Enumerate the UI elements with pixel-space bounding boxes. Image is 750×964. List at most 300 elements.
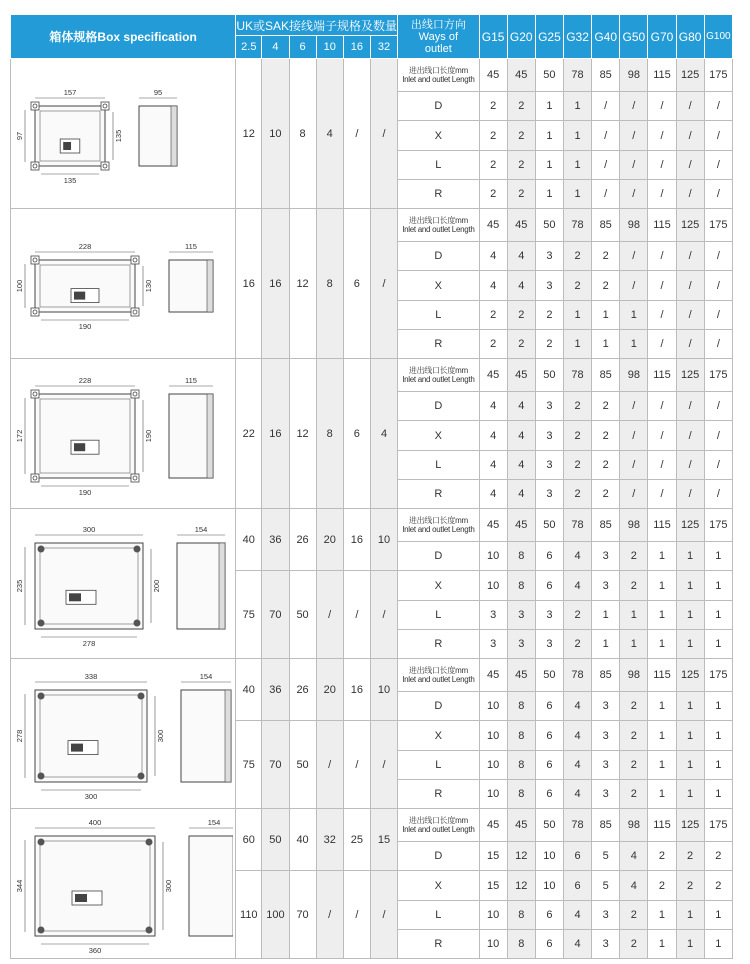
gland-count: 85: [592, 359, 620, 392]
gland-count: 2: [592, 271, 620, 300]
gland-count: /: [704, 150, 732, 179]
gland-count: 15: [479, 871, 507, 901]
gland-count: 3: [592, 780, 620, 809]
ways-en2: outlet: [424, 42, 452, 55]
inlet-en: Inlet and outlet Length: [402, 525, 475, 534]
terminal-count: /: [316, 871, 343, 959]
gland-count: 98: [620, 659, 648, 692]
gland-count: 2: [507, 92, 535, 121]
terminal-count: 4: [316, 59, 343, 209]
gland-count: /: [620, 179, 648, 208]
gland-count: 1: [648, 721, 676, 751]
gland-count: 2: [592, 479, 620, 508]
gland-count: 1: [676, 930, 704, 959]
gland-count: /: [648, 392, 676, 421]
dim-height: 344: [15, 879, 24, 893]
gland-count: /: [676, 121, 704, 150]
terminal-count: 75: [236, 721, 262, 809]
gland-count: 175: [704, 359, 732, 392]
outlet-way: X: [398, 721, 479, 751]
dim-height-2: 300: [164, 879, 173, 893]
gland-count: /: [648, 271, 676, 300]
gland-count: 98: [620, 59, 648, 92]
gland-count: 2: [479, 121, 507, 150]
gland-count: /: [620, 392, 648, 421]
gland-count: 10: [535, 871, 563, 901]
gland-count: 6: [535, 571, 563, 601]
gland-count: /: [620, 92, 648, 121]
terminal-count: 22: [236, 359, 262, 509]
gland-count: 78: [563, 509, 591, 542]
terminal-count: 16: [262, 359, 289, 509]
gland-count: 50: [535, 59, 563, 92]
gland-count: /: [676, 179, 704, 208]
inlet-cn: 进出线口长度mm: [408, 816, 468, 825]
gland-count: 1: [620, 630, 648, 659]
terminal-count: 50: [289, 571, 316, 659]
gland-count: 2: [479, 179, 507, 208]
gland-count: 4: [563, 542, 591, 571]
dim-base: 360: [88, 946, 102, 955]
gland-count: /: [676, 421, 704, 450]
gland-count: /: [676, 479, 704, 508]
box-spec-header: 箱体规格Box specification: [11, 15, 236, 59]
gland-count: 1: [563, 179, 591, 208]
gland-count: 115: [648, 59, 676, 92]
terminal-count: 40: [236, 509, 262, 571]
gland-header: G40: [592, 15, 620, 59]
gland-count: 50: [535, 659, 563, 692]
gland-count: 2: [563, 479, 591, 508]
terminal-count: 4: [370, 359, 397, 509]
terminal-count: 50: [289, 721, 316, 809]
outlet-way: D: [398, 842, 479, 871]
terminal-count: 10: [370, 509, 397, 571]
gland-count: 10: [479, 901, 507, 930]
dim-height: 235: [15, 579, 24, 593]
gland-count: 3: [535, 630, 563, 659]
gland-count: 45: [479, 659, 507, 692]
gland-count: /: [704, 271, 732, 300]
gland-header: G100: [704, 15, 732, 59]
gland-count: 45: [507, 509, 535, 542]
inlet-cn: 进出线口长度mm: [408, 516, 468, 525]
gland-count: /: [676, 300, 704, 329]
gland-count: 5: [592, 871, 620, 901]
gland-count: 175: [704, 509, 732, 542]
dim-height: 278: [15, 729, 24, 743]
box-drawing-cell: [11, 359, 236, 509]
gland-count: /: [648, 300, 676, 329]
gland-count: 3: [535, 450, 563, 479]
gland-count: 10: [479, 751, 507, 780]
gland-count: 1: [704, 542, 732, 571]
dim-depth: 95: [153, 88, 163, 97]
gland-count: 2: [620, 721, 648, 751]
gland-count: 4: [563, 930, 591, 959]
gland-count: 2: [535, 329, 563, 358]
gland-count: /: [704, 179, 732, 208]
gland-count: 4: [507, 242, 535, 271]
outlet-way: X: [398, 571, 479, 601]
gland-count: 1: [648, 780, 676, 809]
gland-count: 1: [535, 150, 563, 179]
gland-count: 3: [535, 242, 563, 271]
gland-count: 3: [592, 930, 620, 959]
gland-count: 6: [535, 780, 563, 809]
terminal-header: UK或SAK接线端子规格及数量: [236, 15, 398, 36]
gland-count: 115: [648, 509, 676, 542]
gland-count: 78: [563, 659, 591, 692]
gland-count: 2: [563, 421, 591, 450]
terminal-count: 100: [262, 871, 289, 959]
gland-count: 4: [507, 450, 535, 479]
gland-count: 1: [676, 542, 704, 571]
outlet-way: L: [398, 300, 479, 329]
gland-count: 2: [676, 871, 704, 901]
gland-count: 5: [592, 842, 620, 871]
gland-count: 8: [507, 751, 535, 780]
inlet-en: Inlet and outlet Length: [402, 825, 475, 834]
gland-count: 2: [620, 571, 648, 601]
gland-header: G25: [535, 15, 563, 59]
gland-count: 1: [704, 930, 732, 959]
gland-count: 3: [592, 692, 620, 721]
gland-count: 1: [676, 751, 704, 780]
outlet-way: D: [398, 692, 479, 721]
gland-count: /: [676, 92, 704, 121]
gland-count: 85: [592, 59, 620, 92]
gland-count: 2: [507, 300, 535, 329]
gland-count: 98: [620, 359, 648, 392]
gland-count: /: [704, 450, 732, 479]
gland-count: 1: [535, 92, 563, 121]
terminal-count: 70: [262, 721, 289, 809]
gland-count: 1: [648, 901, 676, 930]
gland-count: /: [620, 479, 648, 508]
gland-count: /: [648, 421, 676, 450]
table-row: [11, 659, 733, 692]
terminal-size: 32: [370, 36, 397, 59]
outlet-way: R: [398, 479, 479, 508]
gland-count: 2: [479, 150, 507, 179]
gland-count: 3: [592, 721, 620, 751]
gland-count: 45: [507, 659, 535, 692]
terminal-size: 2.5: [236, 36, 262, 59]
gland-count: 125: [676, 809, 704, 842]
terminal-count: /: [343, 721, 370, 809]
gland-count: 125: [676, 659, 704, 692]
gland-count: /: [704, 392, 732, 421]
dim-height-2: 200: [152, 579, 161, 593]
outlet-way: D: [398, 542, 479, 571]
gland-count: 45: [479, 209, 507, 242]
gland-count: 4: [507, 421, 535, 450]
gland-count: 1: [592, 601, 620, 630]
dim-depth: 154: [199, 672, 213, 681]
gland-count: 1: [704, 751, 732, 780]
outlet-way: X: [398, 271, 479, 300]
gland-count: 125: [676, 509, 704, 542]
gland-count: 4: [479, 450, 507, 479]
box-drawing-cell: [11, 809, 236, 959]
gland-count: 2: [563, 601, 591, 630]
inlet-cn: 进出线口长度mm: [408, 666, 468, 675]
terminal-count: 26: [289, 659, 316, 721]
gland-count: 85: [592, 809, 620, 842]
gland-count: /: [620, 450, 648, 479]
gland-count: 2: [592, 421, 620, 450]
gland-count: 1: [676, 630, 704, 659]
gland-count: 10: [535, 842, 563, 871]
gland-count: 1: [563, 300, 591, 329]
gland-count: /: [620, 242, 648, 271]
table-row: [11, 59, 733, 92]
terminal-count: 75: [236, 571, 262, 659]
gland-count: 2: [620, 692, 648, 721]
box-drawing: [11, 359, 233, 508]
outlet-way: R: [398, 930, 479, 959]
box-drawing: [11, 509, 233, 658]
gland-count: 1: [676, 571, 704, 601]
terminal-count: 8: [316, 209, 343, 359]
inlet-en: Inlet and outlet Length: [402, 375, 475, 385]
gland-count: 1: [648, 571, 676, 601]
terminal-count: 70: [262, 571, 289, 659]
gland-count: 1: [563, 329, 591, 358]
gland-count: 1: [648, 751, 676, 780]
gland-header: G70: [648, 15, 676, 59]
gland-count: 2: [620, 930, 648, 959]
gland-count: /: [592, 150, 620, 179]
dim-base: 190: [78, 322, 92, 331]
gland-count: 45: [507, 809, 535, 842]
gland-count: 2: [592, 242, 620, 271]
gland-count: 1: [704, 692, 732, 721]
gland-count: 8: [507, 721, 535, 751]
gland-count: 8: [507, 930, 535, 959]
outlet-way: R: [398, 630, 479, 659]
gland-count: 98: [620, 209, 648, 242]
gland-count: 2: [592, 450, 620, 479]
gland-count: 2: [507, 121, 535, 150]
inlet-length-label: [398, 509, 479, 542]
table-row: [11, 209, 733, 242]
dim-depth: 154: [207, 818, 221, 827]
table-row: [11, 509, 733, 542]
gland-count: 78: [563, 59, 591, 92]
terminal-count: 15: [370, 809, 397, 871]
ways-header: [398, 15, 479, 59]
dim-depth: 115: [185, 242, 197, 251]
terminal-count: /: [370, 59, 397, 209]
gland-count: 4: [563, 780, 591, 809]
gland-count: /: [704, 92, 732, 121]
gland-count: 6: [563, 871, 591, 901]
terminal-count: 6: [343, 359, 370, 509]
inlet-en: Inlet and outlet Length: [402, 675, 475, 684]
gland-count: /: [676, 242, 704, 271]
inlet-length-label: [398, 209, 479, 242]
terminal-count: 20: [316, 509, 343, 571]
gland-count: /: [620, 421, 648, 450]
gland-count: 2: [620, 751, 648, 780]
gland-count: 10: [479, 542, 507, 571]
gland-count: 115: [648, 809, 676, 842]
gland-count: 1: [676, 721, 704, 751]
gland-count: 4: [479, 271, 507, 300]
gland-count: 78: [563, 809, 591, 842]
box-drawing-cell: [11, 659, 236, 809]
gland-count: 2: [563, 242, 591, 271]
gland-count: 1: [563, 92, 591, 121]
terminal-count: 6: [343, 209, 370, 359]
gland-count: /: [648, 479, 676, 508]
terminal-count: /: [343, 59, 370, 209]
outlet-way: X: [398, 421, 479, 450]
terminal-count: /: [370, 571, 397, 659]
dim-base: 300: [84, 792, 98, 801]
outlet-way: L: [398, 450, 479, 479]
outlet-way: D: [398, 92, 479, 121]
gland-count: 8: [507, 542, 535, 571]
gland-count: 10: [479, 692, 507, 721]
terminal-count: /: [370, 209, 397, 359]
gland-count: 98: [620, 509, 648, 542]
gland-count: 85: [592, 209, 620, 242]
gland-count: 175: [704, 209, 732, 242]
gland-count: 1: [620, 300, 648, 329]
gland-count: 1: [592, 630, 620, 659]
terminal-count: /: [316, 721, 343, 809]
gland-count: /: [676, 150, 704, 179]
gland-count: 3: [535, 392, 563, 421]
gland-count: 1: [676, 692, 704, 721]
gland-count: 2: [648, 842, 676, 871]
gland-count: 3: [535, 479, 563, 508]
dim-width: 338: [84, 672, 98, 681]
gland-count: 1: [704, 901, 732, 930]
gland-count: 6: [535, 751, 563, 780]
gland-count: 8: [507, 692, 535, 721]
box-drawing-cell: [11, 209, 236, 359]
terminal-count: 12: [236, 59, 262, 209]
terminal-count: 36: [262, 509, 289, 571]
gland-count: 8: [507, 901, 535, 930]
dim-base: 135: [63, 176, 77, 185]
gland-count: 3: [535, 271, 563, 300]
gland-count: 1: [704, 630, 732, 659]
gland-count: /: [648, 121, 676, 150]
dim-depth: 115: [185, 376, 197, 385]
gland-count: 2: [704, 871, 732, 901]
outlet-way: R: [398, 329, 479, 358]
terminal-count: 110: [236, 871, 262, 959]
gland-count: 4: [507, 392, 535, 421]
gland-count: 12: [507, 871, 535, 901]
gland-count: 45: [479, 59, 507, 92]
gland-count: 6: [563, 842, 591, 871]
terminal-count: 16: [236, 209, 262, 359]
box-drawing-cell: [11, 59, 236, 209]
gland-count: 6: [535, 930, 563, 959]
terminal-count: 60: [236, 809, 262, 871]
gland-count: /: [704, 479, 732, 508]
gland-count: 4: [479, 479, 507, 508]
gland-count: 10: [479, 930, 507, 959]
gland-count: 3: [535, 421, 563, 450]
gland-count: 2: [479, 300, 507, 329]
gland-count: /: [592, 179, 620, 208]
gland-count: 1: [676, 601, 704, 630]
dim-depth: 154: [194, 525, 208, 534]
terminal-count: /: [370, 721, 397, 809]
terminal-count: 40: [289, 809, 316, 871]
dim-height-2: 190: [144, 429, 153, 443]
outlet-way: R: [398, 780, 479, 809]
gland-count: 2: [507, 179, 535, 208]
outlet-way: R: [398, 179, 479, 208]
gland-count: 175: [704, 809, 732, 842]
gland-count: 2: [563, 450, 591, 479]
inlet-length-label: [398, 809, 479, 842]
dim-height: 100: [15, 279, 24, 293]
gland-header: G50: [620, 15, 648, 59]
outlet-way: L: [398, 901, 479, 930]
dim-width: 300: [82, 525, 96, 534]
terminal-count: 26: [289, 509, 316, 571]
inlet-en: Inlet and outlet Length: [402, 75, 475, 85]
gland-count: 1: [563, 150, 591, 179]
terminal-count: 8: [316, 359, 343, 509]
gland-count: 85: [592, 509, 620, 542]
gland-count: 1: [592, 300, 620, 329]
terminal-count: /: [370, 871, 397, 959]
inlet-cn: 进出线口长度mm: [408, 366, 468, 376]
gland-count: 1: [704, 721, 732, 751]
terminal-count: 10: [262, 59, 289, 209]
outlet-way: L: [398, 601, 479, 630]
gland-count: 4: [620, 842, 648, 871]
gland-count: 1: [620, 601, 648, 630]
gland-count: 4: [563, 692, 591, 721]
gland-count: 125: [676, 359, 704, 392]
terminal-count: 36: [262, 659, 289, 721]
gland-count: 1: [592, 329, 620, 358]
gland-count: /: [704, 121, 732, 150]
ways-en1: Ways of: [418, 30, 458, 43]
gland-count: /: [676, 392, 704, 421]
gland-count: 125: [676, 209, 704, 242]
gland-count: /: [704, 242, 732, 271]
gland-count: 45: [479, 509, 507, 542]
gland-count: 2: [535, 300, 563, 329]
gland-count: 3: [479, 601, 507, 630]
gland-count: 45: [479, 359, 507, 392]
outlet-way: X: [398, 871, 479, 901]
ways-cn: 出线口方向: [410, 18, 466, 31]
gland-count: /: [620, 150, 648, 179]
gland-count: /: [648, 179, 676, 208]
terminal-count: 12: [289, 209, 316, 359]
gland-count: 3: [592, 901, 620, 930]
gland-count: 45: [479, 809, 507, 842]
dim-height-2: 300: [156, 729, 165, 743]
gland-count: 85: [592, 659, 620, 692]
dim-height: 172: [15, 429, 24, 443]
terminal-count: /: [316, 571, 343, 659]
gland-count: 4: [563, 571, 591, 601]
